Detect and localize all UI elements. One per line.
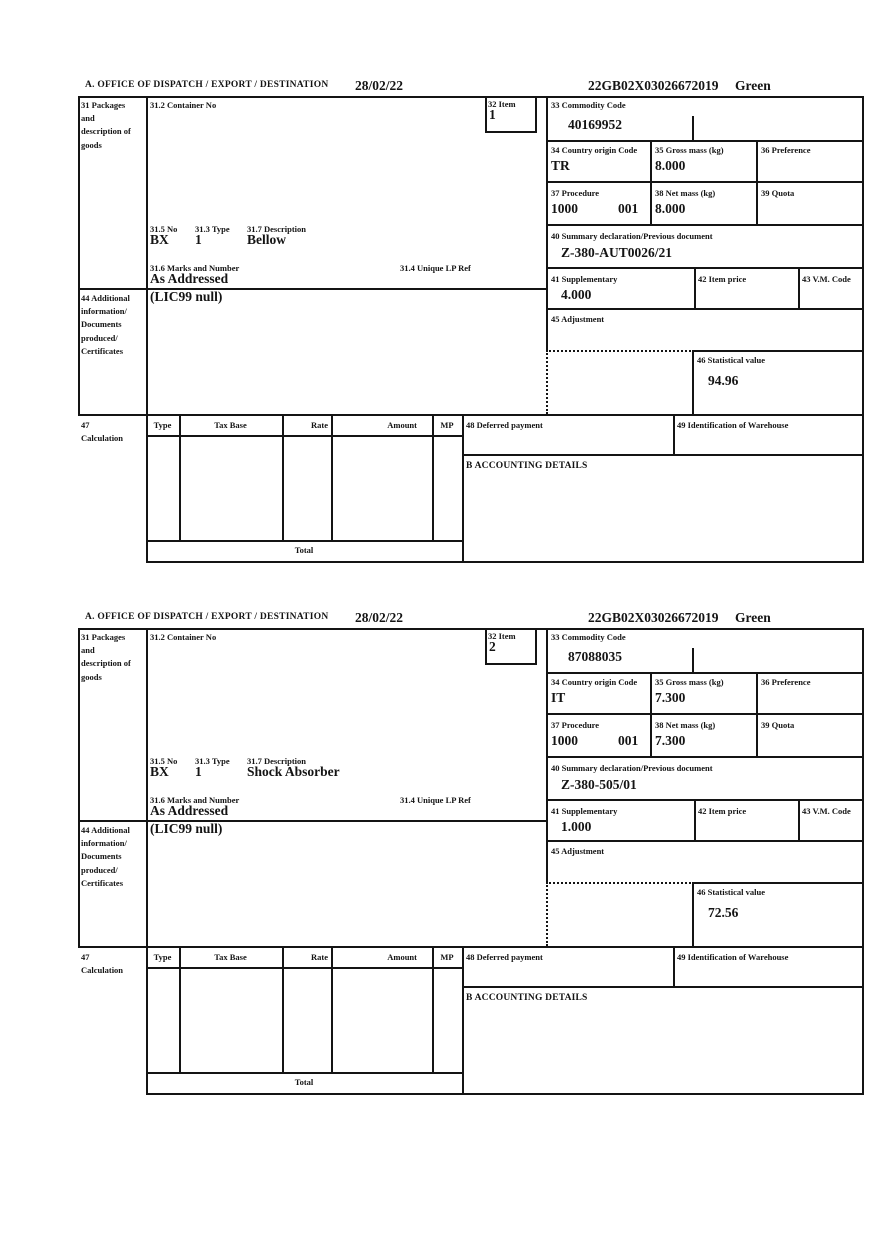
previous-document-value: Z-380-505/01 xyxy=(561,777,637,792)
box45-adjustment-label: 45 Adjustment xyxy=(551,846,605,856)
routing-status-value: Green xyxy=(735,78,771,93)
box40-previous-document-label: 40 Summary declaration/Previous document xyxy=(551,231,713,241)
country-origin-value: IT xyxy=(551,690,566,705)
marks-and-number-value: As Addressed xyxy=(150,803,229,818)
grid-line xyxy=(546,628,548,884)
box31-2-container-label: 31.2 Container No xyxy=(150,632,217,642)
grid-line xyxy=(798,799,800,842)
supplementary-value: 4.000 xyxy=(561,287,592,302)
grid-line xyxy=(485,131,537,133)
grid-line xyxy=(331,946,333,1074)
calc-header-rate: Rate xyxy=(311,420,328,430)
grid-line-dotted xyxy=(546,350,548,414)
office-of-dispatch-label: A. OFFICE OF DISPATCH / EXPORT / DESTINATION xyxy=(85,612,329,622)
routing-status-value: Green xyxy=(735,610,771,625)
goods-description-value: Shock Absorber xyxy=(247,764,340,779)
box42-item-price-label: 42 Item price xyxy=(698,806,747,816)
grid-line xyxy=(692,116,694,140)
box31-3-type-label: 31.3 Type xyxy=(195,756,230,766)
box46-statistical-label: 46 Statistical value xyxy=(697,355,765,365)
movement-reference-value: 22GB02X03026672019 xyxy=(588,78,719,93)
box43-vm-code-label: 43 V.M. Code xyxy=(802,806,851,816)
grid-line xyxy=(650,140,652,226)
goods-description-value: Bellow xyxy=(247,232,286,247)
calc-header-amount: Amount xyxy=(387,952,417,962)
grid-line xyxy=(78,628,80,946)
grid-line xyxy=(692,648,694,672)
declaration-item-section-1 xyxy=(78,78,864,564)
grid-line xyxy=(78,820,548,822)
calc-header-mp: MP xyxy=(440,952,454,962)
grid-line xyxy=(756,140,758,226)
grid-line xyxy=(546,672,862,674)
gross-mass-value: 8.000 xyxy=(655,158,686,173)
grid-line xyxy=(432,414,434,542)
grid-line xyxy=(282,414,284,542)
grid-line xyxy=(650,672,652,758)
box48-deferred-payment-label: 48 Deferred payment xyxy=(466,420,543,430)
box48-deferred-payment-label: 48 Deferred payment xyxy=(466,952,543,962)
grid-line xyxy=(546,308,862,310)
procedure-ext-value: 001 xyxy=(618,733,639,748)
marks-and-number-value: As Addressed xyxy=(150,271,229,286)
grid-line xyxy=(282,946,284,1074)
calc-header-tax-base: Tax Base xyxy=(214,952,247,962)
box31-6-marks-label: 31.6 Marks and Number xyxy=(150,263,240,273)
box42-item-price-label: 42 Item price xyxy=(698,274,747,284)
office-of-dispatch-label: A. OFFICE OF DISPATCH / EXPORT / DESTINATION xyxy=(85,80,329,90)
grid-line xyxy=(78,96,864,98)
grid-line xyxy=(462,414,464,563)
box37-procedure-label: 37 Procedure xyxy=(551,720,600,730)
commodity-code-value: 40169952 xyxy=(568,117,622,132)
additional-info-value: (LIC99 null) xyxy=(150,821,223,836)
box31-6-marks-label: 31.6 Marks and Number xyxy=(150,795,240,805)
grid-line xyxy=(673,946,675,988)
grid-line xyxy=(462,986,864,988)
grid-line xyxy=(546,713,862,715)
grid-line xyxy=(146,628,148,946)
box38-net-mass-label: 38 Net mass (kg) xyxy=(655,188,716,198)
box34-origin-label: 34 Country origin Code xyxy=(551,677,638,687)
net-mass-value: 7.300 xyxy=(655,733,686,748)
grid-line xyxy=(331,414,333,542)
box37-procedure-label: 37 Procedure xyxy=(551,188,600,198)
box32-item-label: 32 Item xyxy=(488,631,516,641)
supplementary-value: 1.000 xyxy=(561,819,592,834)
box47-calculation-label: 47 Calculation xyxy=(81,420,124,444)
accounting-details-label: B ACCOUNTING DETAILS xyxy=(466,993,588,1003)
grid-line xyxy=(462,454,864,456)
box38-net-mass-label: 38 Net mass (kg) xyxy=(655,720,716,730)
calc-header-type: Type xyxy=(153,952,172,962)
box31-2-container-label: 31.2 Container No xyxy=(150,100,217,110)
previous-document-value: Z-380-AUT0026/21 xyxy=(561,245,672,260)
grid-line xyxy=(78,414,864,416)
country-origin-value: TR xyxy=(551,158,570,173)
box41-supplementary-label: 41 Supplementary xyxy=(551,806,618,816)
grid-line xyxy=(432,946,434,1074)
box31-5-no-label: 31.5 No xyxy=(150,224,178,234)
grid-line xyxy=(146,1093,864,1095)
box46-statistical-label: 46 Statistical value xyxy=(697,887,765,897)
grid-line xyxy=(694,799,696,842)
box41-supplementary-label: 41 Supplementary xyxy=(551,274,618,284)
box31-4-lp-ref-label: 31.4 Unique LP Ref xyxy=(400,795,471,805)
declaration-item-section-2 xyxy=(78,610,864,1096)
procedure-ext-value: 001 xyxy=(618,201,639,216)
statistical-value: 72.56 xyxy=(708,905,739,920)
grid-line-dotted xyxy=(546,350,694,352)
package-kind-value: BX xyxy=(150,232,169,247)
box43-vm-code-label: 43 V.M. Code xyxy=(802,274,851,284)
box44-additional-info-label: 44 Additional information/ Documents produced/ Certificates xyxy=(81,293,130,356)
grid-line-dotted xyxy=(546,882,694,884)
box31-3-type-label: 31.3 Type xyxy=(195,224,230,234)
grid-line xyxy=(146,96,148,414)
box49-warehouse-label: 49 Identification of Warehouse xyxy=(677,420,789,430)
grid-line xyxy=(692,350,694,416)
grid-line xyxy=(694,267,696,310)
box31-packages-label: 31 Packages and description of goods xyxy=(81,100,131,150)
box32-item-label: 32 Item xyxy=(488,99,516,109)
package-type-value: 1 xyxy=(195,764,202,779)
box33-commodity-label: 33 Commodity Code xyxy=(551,632,626,642)
grid-line xyxy=(146,561,864,563)
calc-header-amount: Amount xyxy=(387,420,417,430)
box45-adjustment-label: 45 Adjustment xyxy=(551,314,605,324)
grid-line xyxy=(692,882,862,884)
grid-line xyxy=(546,224,862,226)
box35-gross-mass-label: 35 Gross mass (kg) xyxy=(655,145,724,155)
grid-line xyxy=(546,140,862,142)
statistical-value: 94.96 xyxy=(708,373,739,388)
dispatch-date-value: 28/02/22 xyxy=(355,610,404,625)
commodity-code-value: 87088035 xyxy=(568,649,622,664)
box40-previous-document-label: 40 Summary declaration/Previous document xyxy=(551,763,713,773)
box49-warehouse-label: 49 Identification of Warehouse xyxy=(677,952,789,962)
grid-line xyxy=(146,414,148,563)
grid-line xyxy=(535,628,537,665)
grid-line xyxy=(485,628,487,665)
box31-4-lp-ref-label: 31.4 Unique LP Ref xyxy=(400,263,471,273)
item-number-value: 2 xyxy=(489,639,496,654)
grid-line xyxy=(78,946,864,948)
grid-line xyxy=(485,663,537,665)
box31-7-description-label: 31.7 Description xyxy=(247,756,307,766)
grid-line xyxy=(179,946,181,1074)
grid-line xyxy=(485,96,487,133)
grid-line xyxy=(78,288,548,290)
box39-quota-label: 39 Quota xyxy=(761,188,795,198)
dispatch-date-value: 28/02/22 xyxy=(355,78,404,93)
grid-line xyxy=(546,181,862,183)
box34-origin-label: 34 Country origin Code xyxy=(551,145,638,155)
grid-line xyxy=(692,882,694,948)
grid-line xyxy=(78,96,80,414)
box36-preference-label: 36 Preference xyxy=(761,677,811,687)
box39-quota-label: 39 Quota xyxy=(761,720,795,730)
grid-line xyxy=(535,96,537,133)
grid-line xyxy=(146,540,464,542)
box31-5-no-label: 31.5 No xyxy=(150,756,178,766)
box44-additional-info-label: 44 Additional information/ Documents produced/ Certificates xyxy=(81,825,130,888)
grid-line xyxy=(146,435,464,437)
box35-gross-mass-label: 35 Gross mass (kg) xyxy=(655,677,724,687)
grid-line xyxy=(146,1072,464,1074)
grid-line xyxy=(756,672,758,758)
grid-line xyxy=(146,967,464,969)
grid-line xyxy=(546,267,862,269)
calc-header-type: Type xyxy=(153,420,172,430)
grid-line xyxy=(179,414,181,542)
box47-calculation-label: 47 Calculation xyxy=(81,952,124,976)
procedure-code-value: 1000 xyxy=(551,201,578,216)
calc-total-label: Total xyxy=(294,545,314,555)
package-type-value: 1 xyxy=(195,232,202,247)
grid-line xyxy=(546,96,548,352)
grid-line xyxy=(146,946,148,1095)
box31-7-description-label: 31.7 Description xyxy=(247,224,307,234)
calc-header-rate: Rate xyxy=(311,952,328,962)
additional-info-value: (LIC99 null) xyxy=(150,289,223,304)
grid-line xyxy=(862,628,864,1095)
grid-line xyxy=(78,628,864,630)
grid-line xyxy=(546,840,862,842)
item-number-value: 1 xyxy=(489,107,496,122)
net-mass-value: 8.000 xyxy=(655,201,686,216)
accounting-details-label: B ACCOUNTING DETAILS xyxy=(466,461,588,471)
calc-header-mp: MP xyxy=(440,420,454,430)
movement-reference-value: 22GB02X03026672019 xyxy=(588,610,719,625)
package-kind-value: BX xyxy=(150,764,169,779)
grid-line xyxy=(798,267,800,310)
grid-line xyxy=(546,799,862,801)
grid-line xyxy=(692,350,862,352)
calc-header-tax-base: Tax Base xyxy=(214,420,247,430)
grid-line xyxy=(862,96,864,563)
box33-commodity-label: 33 Commodity Code xyxy=(551,100,626,110)
grid-line xyxy=(546,756,862,758)
procedure-code-value: 1000 xyxy=(551,733,578,748)
box31-packages-label: 31 Packages and description of goods xyxy=(81,632,131,682)
gross-mass-value: 7.300 xyxy=(655,690,686,705)
grid-line-dotted xyxy=(546,882,548,946)
calc-total-label: Total xyxy=(294,1077,314,1087)
grid-line xyxy=(462,946,464,1095)
box36-preference-label: 36 Preference xyxy=(761,145,811,155)
grid-line xyxy=(673,414,675,456)
